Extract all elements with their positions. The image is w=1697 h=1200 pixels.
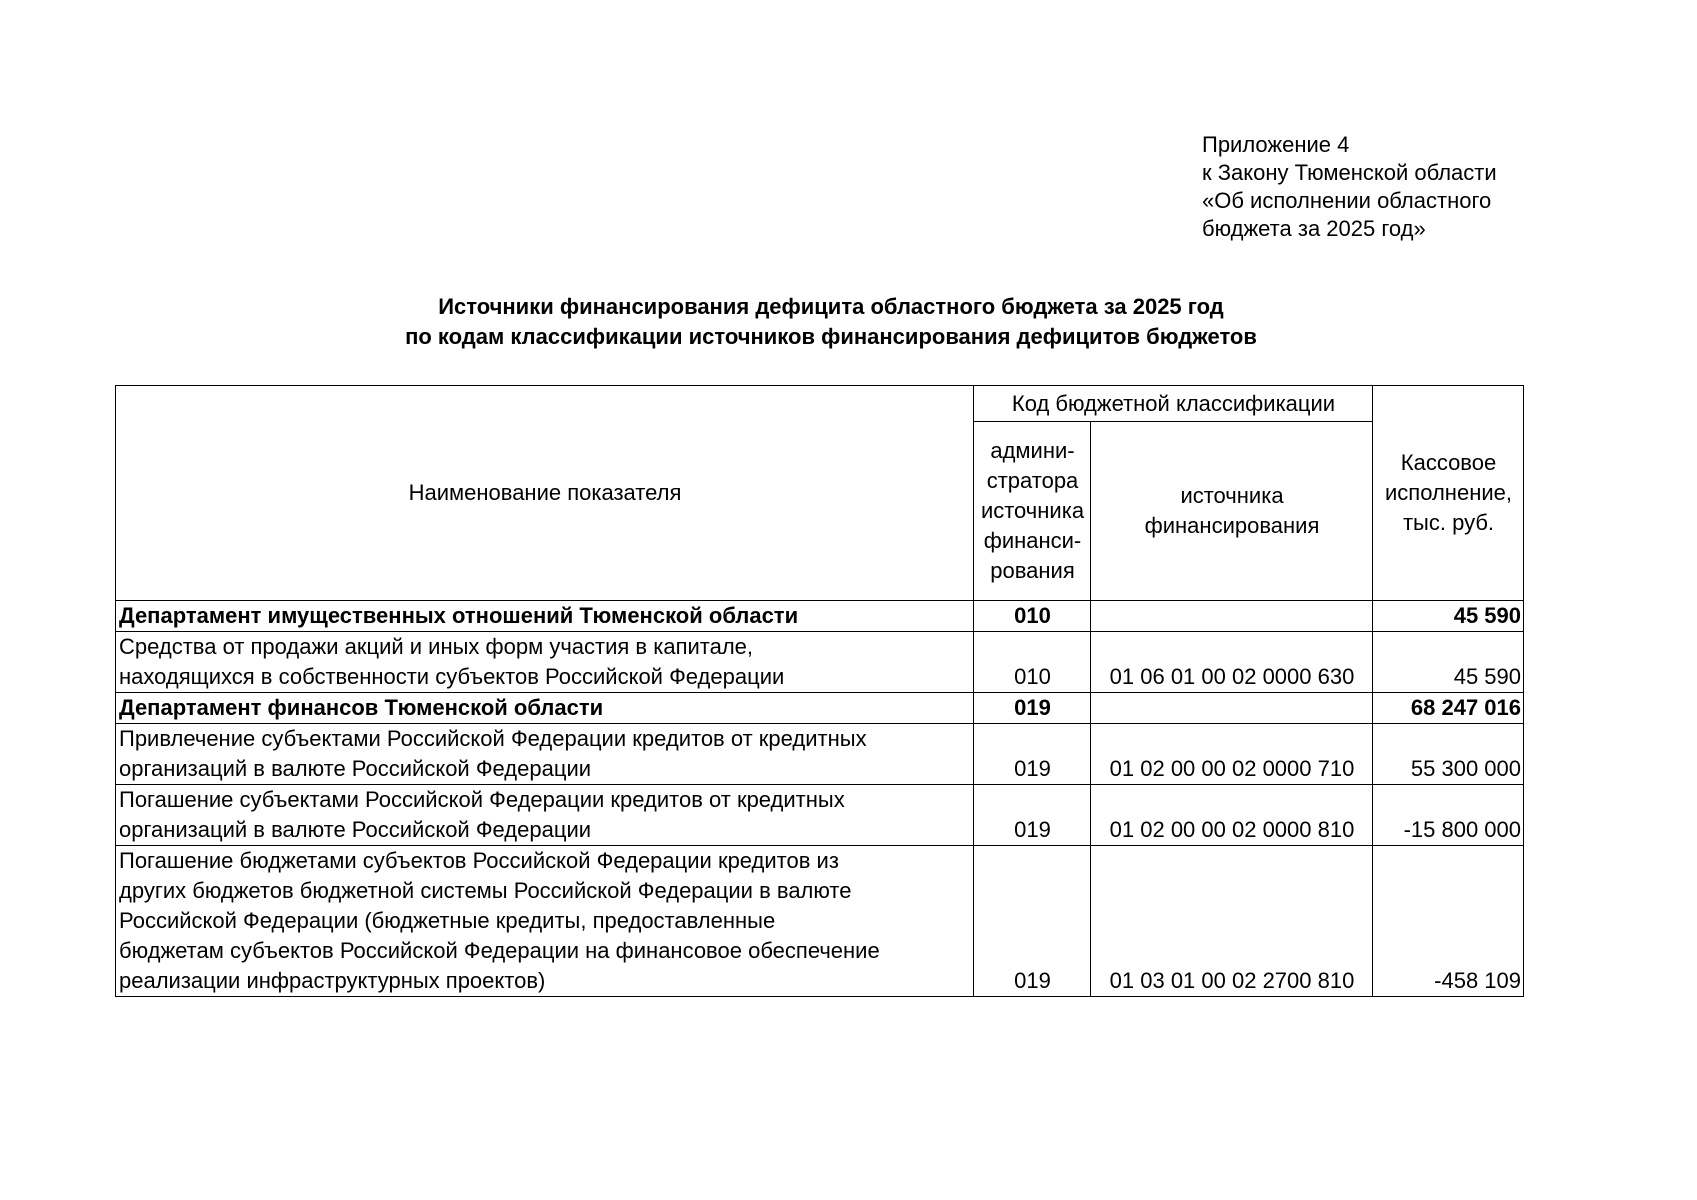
row-admin-code: 019 [974,724,1091,785]
header-admin-line: рования [990,558,1075,583]
row-source-code [1091,693,1373,724]
appendix-line: «Об исполнении областного [1202,188,1492,213]
row-name-line: реализации инфраструктурных проектов) [119,968,546,993]
row-source-code: 01 02 00 00 02 0000 710 [1091,724,1373,785]
row-name [116,724,974,785]
row-amount: 55 300 000 [1373,724,1524,785]
row-amount: 45 590 [1373,632,1524,693]
header-admin-line: стратора [986,468,1079,493]
appendix-line: бюджета за 2025 год» [1202,216,1426,241]
row-source-code: 01 02 00 00 02 0000 810 [1091,785,1373,846]
row-name [116,601,974,632]
document-title-line: Источники финансирования дефицита областного бюджета за 2025 год [438,294,1224,319]
row-name-line: Средства от продажи акций и иных форм участия в капитале, [119,634,754,659]
table-row [116,785,1524,846]
appendix-line: Приложение 4 [1202,132,1350,157]
appendix-line: к Закону Тюменской области [1202,160,1497,185]
header-amount [1373,386,1524,601]
header-source [1091,422,1373,601]
header-admin-line: источника [980,498,1085,523]
row-amount: 68 247 016 [1373,693,1524,724]
row-name [116,785,974,846]
header-source-line: источника [1180,483,1284,508]
row-amount: -15 800 000 [1373,785,1524,846]
row-name-line: Департамент имущественных отношений Тюменской области [119,603,799,628]
row-name-line: Российской Федерации (бюджетные кредиты, предоставленные [119,908,776,933]
row-name-line: организаций в валюте Российской Федерации [119,756,592,781]
row-name-line: организаций в валюте Российской Федерации [119,817,592,842]
row-source-code: 01 06 01 00 02 0000 630 [1091,632,1373,693]
header-admin-line: админи- [990,438,1075,463]
row-admin-code: 010 [974,632,1091,693]
document-title [0,292,1662,352]
row-name [116,693,974,724]
header-amount-line: тыс. руб. [1402,510,1495,535]
row-name-line: бюджетам субъектов Российской Федерации на финансовое обеспечение [119,938,880,963]
header-source-line: финансирования [1144,513,1320,538]
sources-table [115,385,1524,997]
row-source-code: 01 03 01 00 02 2700 810 [1091,846,1373,997]
appendix-note [1202,131,1497,243]
row-name [116,632,974,693]
row-name-line: других бюджетов бюджетной системы Российской Федерации в валюте [119,878,852,903]
row-admin-code: 010 [974,601,1091,632]
row-admin-code: 019 [974,693,1091,724]
header-admin [974,422,1091,601]
row-amount: -458 109 [1373,846,1524,997]
row-name [116,846,974,997]
row-name-line: Департамент финансов Тюменской области [119,695,604,720]
table-body [116,601,1524,997]
row-admin-code: 019 [974,846,1091,997]
table-row [116,601,1524,632]
table-row [116,632,1524,693]
table-row [116,693,1524,724]
row-admin-code: 019 [974,785,1091,846]
table-row [116,846,1524,997]
row-amount: 45 590 [1373,601,1524,632]
document-title-line: по кодам классификации источников финансирования дефицитов бюджетов [405,324,1257,349]
row-source-code [1091,601,1373,632]
table-row [116,724,1524,785]
header-name: Наименование показателя [116,386,974,601]
row-name-line: Погашение субъектами Российской Федерации кредитов от кредитных [119,787,845,812]
row-name-line: Привлечение субъектами Российской Федерации кредитов от кредитных [119,726,867,751]
header-admin-line: финанси- [983,528,1082,553]
header-amount-line: Кассовое [1400,450,1497,475]
row-name-line: находящихся в собственности субъектов Российской Федерации [119,664,785,689]
row-name-line: Погашение бюджетами субъектов Российской Федерации кредитов из [119,848,839,873]
header-code-group: Код бюджетной классификации [974,386,1373,422]
header-amount-line: исполнение, [1385,480,1512,505]
